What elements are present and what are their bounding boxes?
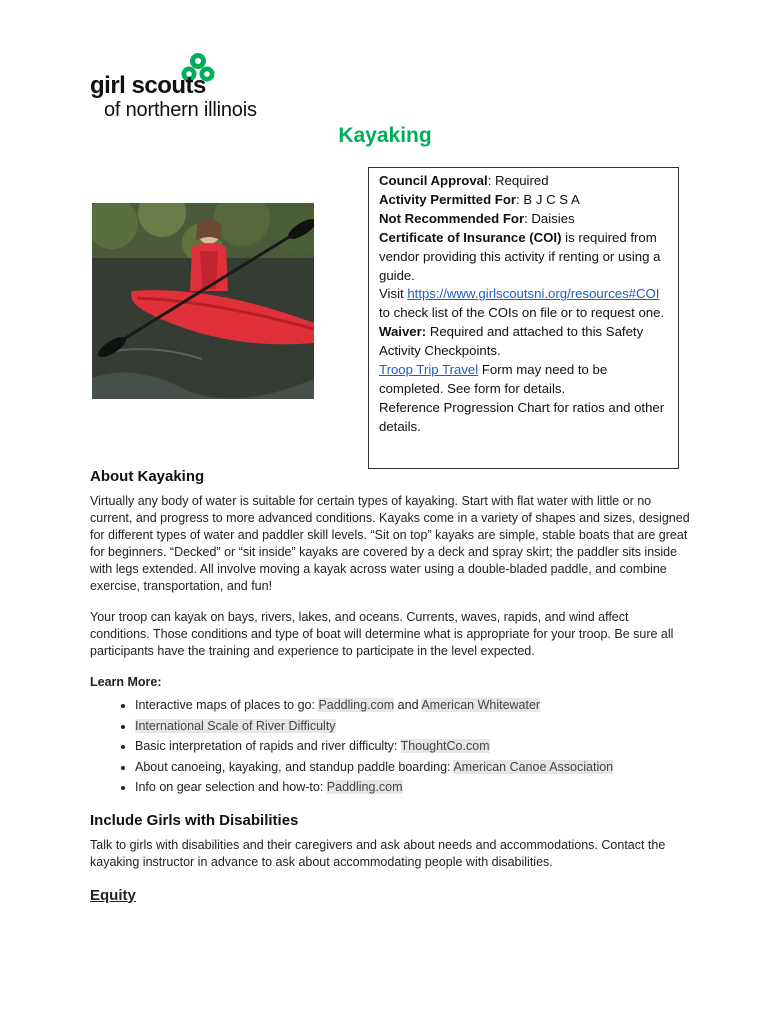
activity-permitted-value: : B J C S A bbox=[516, 191, 580, 207]
council-approval-label: Council Approval bbox=[379, 173, 488, 188]
coi-text: is required from vendor providing this activity if renting or using a guide. bbox=[379, 229, 661, 283]
list-item-text: and bbox=[394, 698, 422, 712]
not-recommended-value: : Daisies bbox=[524, 210, 575, 226]
paddling-gear-link[interactable]: Paddling.com bbox=[326, 780, 403, 794]
waiver bbox=[379, 323, 670, 361]
reference-chart: Reference Progression Chart for ratios and other details. bbox=[379, 399, 665, 434]
learn-more-heading: Learn More: bbox=[90, 675, 162, 689]
coi-requirement bbox=[379, 229, 670, 286]
kayaker-photo bbox=[92, 203, 314, 399]
list-item bbox=[135, 716, 690, 737]
coi-visit bbox=[379, 285, 670, 323]
list-item-text: Info on gear selection and how-to: bbox=[135, 780, 327, 794]
not-recommended-label: Not Recommended For bbox=[379, 210, 525, 226]
about-paragraph-1: Virtually any body of water is suitable for certain types of kayaking. Start with flat water with little or no current, and progress to more advanced conditions. Kayaks come in a variety of shapes and sizes, designed for different types of water and paddler skill levels. “Sit on top” kayaks are simple, stable boats that are great for beginners. “Decked” or “sit inside” kayaks are covered by a deck and spray skirt; the paddler sits inside with legs extended. All involve moving a kayak across water using a double-bladed paddle, and combine exercise, transportation, and fun! bbox=[90, 494, 690, 593]
equity-heading: Equity bbox=[90, 886, 136, 904]
logo bbox=[88, 52, 268, 124]
coi-label: Certificate of Insurance (COI) bbox=[379, 229, 562, 245]
activity-permitted bbox=[379, 191, 670, 210]
troop-travel bbox=[379, 361, 670, 399]
page-title: Kayaking bbox=[338, 124, 432, 147]
list-item-text: Basic interpretation of rapids and river difficulty: bbox=[135, 739, 401, 753]
american-canoe-association-link[interactable]: American Canoe Association bbox=[453, 759, 614, 774]
list-item bbox=[135, 777, 690, 798]
list-item-text: About canoeing, kayaking, and standup paddle boarding: bbox=[135, 759, 454, 774]
disabilities-heading: Include Girls with Disabilities bbox=[90, 811, 299, 829]
activity-permitted-label: Activity Permitted For bbox=[379, 191, 517, 207]
troop-travel-text: Form may need to be completed. See form for details. bbox=[379, 362, 608, 396]
learn-more-list bbox=[90, 695, 690, 798]
visit-text: Visit bbox=[379, 286, 408, 302]
list-item bbox=[135, 695, 690, 716]
coi-resources-link[interactable]: https://www.girlscoutsni.org/resources#COI bbox=[407, 286, 660, 302]
waiver-text: Required and attached to this Safety Activity Checkpoints. bbox=[379, 324, 644, 359]
paddling-link[interactable]: Paddling.com bbox=[318, 698, 395, 712]
disabilities-paragraph: Talk to girls with disabilities and their caregivers and ask about needs and accommodations. Contact the kayaking instructor in advance to ask about accommodating people with disabilities. bbox=[90, 837, 666, 869]
american-whitewater-link[interactable]: American Whitewater bbox=[421, 698, 541, 712]
list-item-text: Interactive maps of places to go: bbox=[135, 698, 319, 712]
waiver-label: Waiver: bbox=[379, 324, 427, 340]
list-item bbox=[135, 736, 690, 757]
visit-after-text: to check list of the COIs on file or to request one. bbox=[379, 305, 665, 321]
council-approval-value: : Required bbox=[487, 173, 549, 188]
logo-line-2: of northern illinois bbox=[104, 99, 257, 121]
activity-info-box bbox=[368, 167, 679, 469]
logo-line-1: girl scouts bbox=[90, 72, 206, 99]
river-difficulty-link[interactable]: International Scale of River Difficulty bbox=[135, 718, 336, 733]
troop-trip-travel-link[interactable]: Troop Trip Travel bbox=[379, 362, 479, 378]
thoughtco-link[interactable]: ThoughtCo.com bbox=[400, 739, 490, 753]
not-recommended bbox=[379, 210, 670, 229]
council-approval bbox=[379, 172, 670, 191]
about-paragraph-2: Your troop can kayak on bays, rivers, lakes, and oceans. Currents, waves, rapids, and wind affect conditions. Those conditions and type of boat will determine what is appropriate for your troop. Be sure all participants have the training and experience to participate in the level expected. bbox=[90, 610, 674, 658]
main-content bbox=[90, 468, 690, 904]
list-item bbox=[135, 757, 690, 778]
about-kayaking-heading: About Kayaking bbox=[90, 468, 205, 485]
